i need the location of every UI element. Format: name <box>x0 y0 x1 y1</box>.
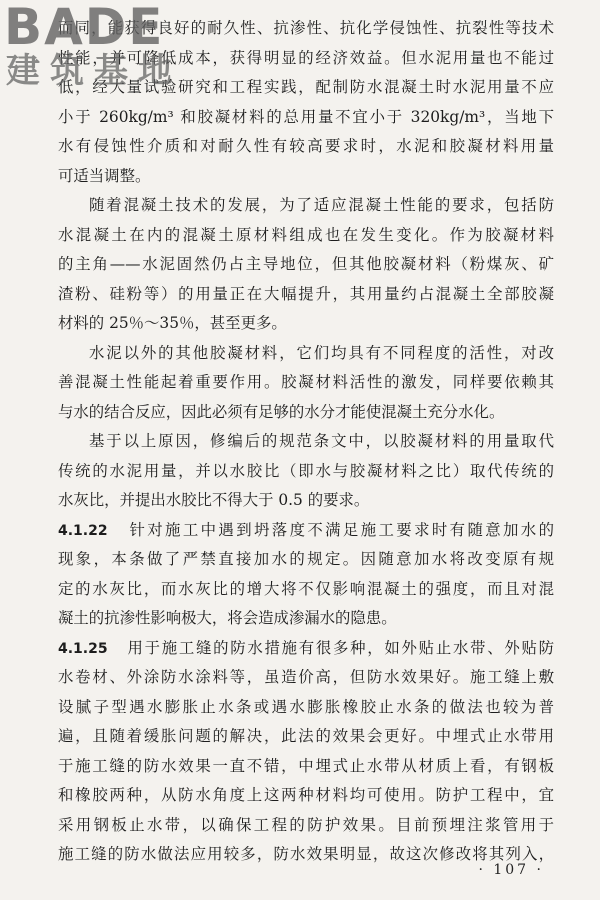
text-line: 低，经大量试验研究和工程实践，配制防水混凝土时水泥用量不应 <box>58 78 554 96</box>
text-line: 和橡胶两种，从防水角度上这两种材料均可使用。防护工程中，宜 <box>58 786 554 804</box>
text-line: 传统的水泥用量，并以水胶比（即水与胶凝材料之比）取代传统的 <box>58 461 554 480</box>
clause-text: 用于施工缝的防水措施有很多种，如外贴止水带、外贴防 <box>127 638 554 657</box>
text-line: 现象，本条做了严禁直接加水的规定。因随意加水将改变原有规 <box>58 550 554 568</box>
clause-number: 4.1.25 <box>58 640 108 657</box>
text-line: 水混凝土在内的混凝土原材料组成也在发生变化。作为胶凝材料 <box>58 225 554 244</box>
text-line: 水泥以外的其他胶凝材料，它们均具有不同程度的活性，对改 <box>89 343 554 362</box>
text-line: 于施工缝的防水效果一直不错，中埋式止水带从材质上看，有钢板 <box>58 756 554 775</box>
text-line: 材料的 25％～35％，甚至更多。 <box>58 314 287 332</box>
text-line: 性能，并可降低成本，获得明显的经济效益。但水泥用量也不能过 <box>58 48 554 67</box>
clause-line-4-1-22 <box>58 516 554 546</box>
text-line: 与水的结合反应，因此必须有足够的水分才能使混凝土充分水化。 <box>58 402 505 421</box>
text-line: 水有侵蚀性介质和对耐久性有较高要求时，水泥和胶凝材料用量 <box>58 137 554 155</box>
text-line: 定的水灰比，而水灰比的增大将不仅影响混凝土的强度，而且对混 <box>58 579 554 598</box>
watermark-cjk-text: 建筑基地 <box>6 51 182 91</box>
text-line: 的主角——水泥固然仍占主导地位，但其他胶凝材料（粉煤灰、矿 <box>58 255 554 273</box>
body-text <box>58 14 554 870</box>
text-line: 基于以上原因，修编后的规范条文中，以胶凝材料的用量取代 <box>89 432 554 450</box>
text-line: 小于 260kg/m³ 和胶凝材料的总用量不宜小于 320kg/m³，当地下 <box>58 107 554 126</box>
text-line: 设腻子型遇水膨胀止水条或遇水膨胀橡胶止水条的做法也较为普 <box>58 697 554 716</box>
clause-line-4-1-25 <box>58 634 554 664</box>
text-line: 施工缝的防水做法应用较多，防水效果明显，故这次修改将其列入， <box>58 845 554 863</box>
text-line: 随着混凝土技术的发展，为了适应混凝土性能的要求，包括防 <box>89 196 554 214</box>
text-line: 渣粉、硅粉等）的用量正在大幅提升，其用量约占混凝土全部胶凝 <box>58 284 554 303</box>
bade-watermark-logo <box>4 2 194 94</box>
text-line: 凝土的抗渗性影响极大，将会造成渗漏水的隐患。 <box>58 609 397 627</box>
text-line: 遍，且随着缓胀问题的解决，此法的效果会更好。中埋式止水带用 <box>58 727 554 745</box>
clause-text: 针对施工中遇到坍落度不满足施工要求时有随意加水的 <box>129 520 554 539</box>
watermark-latin-text: BADE <box>4 0 165 56</box>
text-line: 采用钢板止水带，以确保工程的防护效果。目前预埋注浆管用于 <box>58 815 554 834</box>
text-line: 可适当调整。 <box>58 166 151 185</box>
text-line: 水卷材、外涂防水涂料等，虽造价高，但防水效果好。施工缝上敷 <box>58 668 554 686</box>
text-line: 善混凝土性能起着重要作用。胶凝材料活性的激发，同样要依赖其 <box>58 373 554 391</box>
clause-number: 4.1.22 <box>58 522 108 539</box>
page-number: · 107 · <box>478 862 544 878</box>
text-line: 而同，能获得良好的耐久性、抗渗性、抗化学侵蚀性、抗裂性等技术 <box>58 19 554 37</box>
text-line: 水灰比，并提出水胶比不得大于 0.5 的要求。 <box>58 491 370 509</box>
